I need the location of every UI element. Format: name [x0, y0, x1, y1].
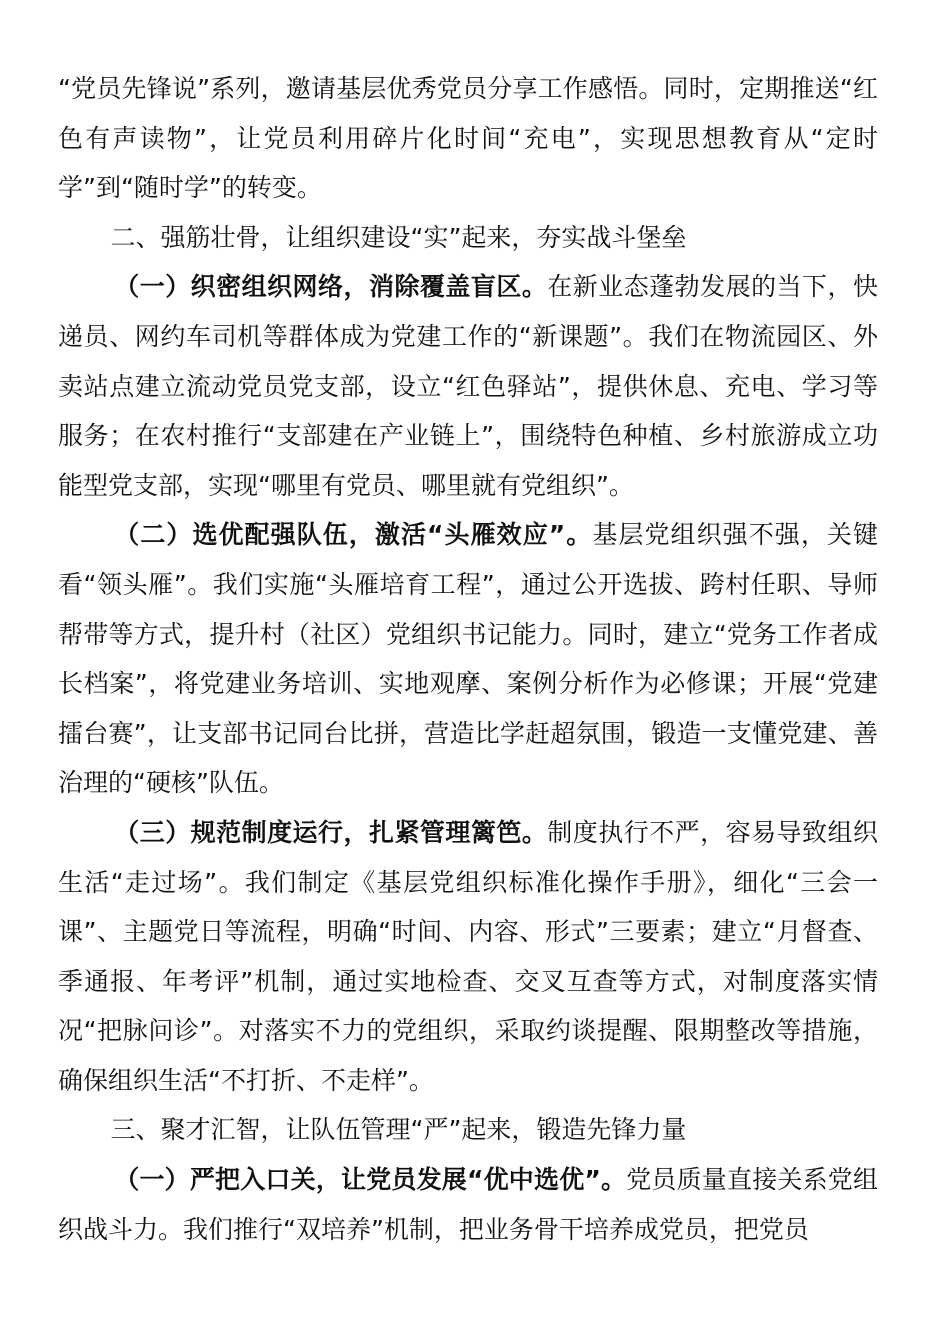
paragraph-lead: （三）规范制度运行，扎紧管理篱笆。 — [114, 817, 548, 847]
section-heading-2: 二、强筋壮骨，让组织建设“实”起来，夯实战斗堡垒 — [110, 222, 687, 252]
paragraph-lead: （二）选优配强队伍，激活“头雁效应”。 — [114, 520, 593, 550]
paragraph-3-1 — [58, 1155, 878, 1254]
paragraph-2-3 — [58, 808, 878, 1106]
paragraph-lead: （一）严把入口关，让党员发展“优中选优”。 — [114, 1165, 627, 1195]
paragraph-continuation: “党员先锋说”系列，邀请基层优秀党员分享工作感悟。同时，定期推送“红色有声读物”，让党员利用碎片化时间“充电”，实现思想教育从“定时学”到“随时学”的转变。 — [58, 74, 878, 203]
paragraph-lead: （一）织密组织网络，消除覆盖盲区。 — [114, 272, 548, 302]
paragraph-body: 党员质量直接关系党组织战斗力。我们推行“双培养”机制，把业务骨干培养成党员，把党员 — [58, 1165, 878, 1244]
paragraph-2-2 — [58, 510, 878, 808]
paragraph-body: 基层党组织强不强，关键看“领头雁”。我们实施“头雁培育工程”，通过公开选拔、跨村任职、导师帮带等方式，提升村（社区）党组织书记能力。同时，建立“党务工作者成长档案”，将党建业务培训、实地观摩、案例分析作为必修课；开展“党建擂台赛”，让支部书记同台比拼，营造比学赶超氛围，锻造一支懂党建、善治理的“硬核”队伍。 — [58, 520, 878, 798]
paragraph-2-1 — [58, 262, 878, 510]
paragraph-body: 在新业态蓬勃发展的当下，快递员、网约车司机等群体成为党建工作的“新课题”。我们在物流园区、外卖站点建立流动党员党支部，设立“红色驿站”，提供休息、充电、学习等服务；在农村推行“支部建在产业链上”，围绕特色种植、乡村旅游成立功能型党支部，实现“哪里有党员、哪里就有党组织”。 — [58, 272, 878, 500]
document-page — [58, 64, 878, 1254]
section-heading-3: 三、聚才汇智，让队伍管理“严”起来，锻造先锋力量 — [110, 1115, 687, 1145]
paragraph-body: 制度执行不严，容易导致组织生活“走过场”。我们制定《基层党组织标准化操作手册》，细化“三会一课”、主题党日等流程，明确“时间、内容、形式”三要素；建立“月督查、季通报、年考评”机制，通过实地检查、交叉互查等方式，对制度落实情况“把脉问诊”。对落实不力的党组织，采取约谈提醒、限期整改等措施，确保组织生活“不打折、不走样”。 — [58, 817, 878, 1095]
